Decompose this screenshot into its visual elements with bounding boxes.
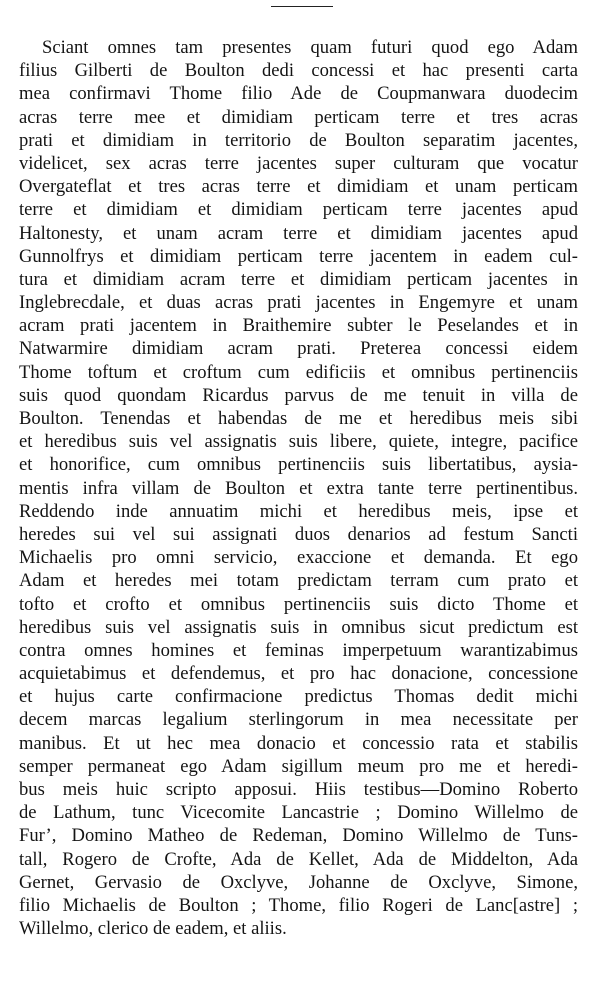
text-line: Boulton. Tenendas et habendas de me et heredibus meis sibi <box>19 408 578 429</box>
text-line: acquietabimus et defendemus, et pro hac donacione, concessione <box>19 663 578 685</box>
text-line: semper permaneat ego Adam sigillum meum pro me et heredi- <box>19 755 578 777</box>
text-line: Haltonesty, et unam acram terre et dimidiam jacentes apud <box>19 222 578 244</box>
text-line: filio Michaelis de Boulton ; Thome, filio Rogeri de Lanc[astre] ; <box>19 894 578 916</box>
text-line: tofto et crofto et omnibus pertinenciis suis dicto Thome et <box>19 593 578 615</box>
text-line: acram prati jacentem in Braithemire subter le Peselandes et in <box>19 315 578 337</box>
text-line: et honorifice, cum omnibus pertinenciis suis libertatibus, aysia- <box>19 454 578 476</box>
text-line: filius Gilberti de Boulton dedi concessi et hac presenti carta <box>19 60 578 82</box>
text-line: manibus. Et ut hec mea donacio et concessio rata et stabilis <box>19 732 578 754</box>
text-line: tura et dimidiam acram terre et dimidiam perticam jacentes in <box>19 268 578 290</box>
text-line: Fur’, Domino Matheo de Redeman, Domino Willelmo de Tuns- <box>19 825 578 847</box>
text-line: tall, Rogero de Crofte, Ada de Kellet, Ada de Middelton, Ada <box>19 848 578 870</box>
text-line: suis quod quondam Ricardus parvus de me tenuit in villa de <box>19 384 578 406</box>
text-line: Willelmo, clerico de eadem, et aliis. <box>19 918 287 940</box>
text-line: Adam et heredes mei totam predictam terram cum prato et <box>19 570 578 592</box>
text-line: heredibus suis vel assignatis suis in omnibus sicut predictum est <box>19 616 578 638</box>
text-line: Overgateflat et tres acras terre et dimidiam et unam perticam <box>19 176 578 198</box>
text-line: terre et dimidiam et dimidiam perticam terre jacentes apud <box>19 199 578 221</box>
text-line: Sciant omnes tam presentes quam futuri quod ego Adam <box>42 37 578 58</box>
header-rule <box>271 6 333 7</box>
text-line: prati et dimidiam in territorio de Boulton separatim jacentes, <box>19 129 578 151</box>
text-line: videlicet, sex acras terre jacentes super culturam que vocatur <box>19 152 578 174</box>
text-line: et heredibus suis vel assignatis suis libere, quiete, integre, pacifice <box>19 431 578 453</box>
text-line: mea confirmavi Thome filio Ade de Coupmanwara duodecim <box>19 83 578 105</box>
text-line: Michaelis pro omni servicio, exaccione et demanda. Et ego <box>19 547 578 569</box>
text-line: bus meis huic scripto apposui. Hiis testibus—Domino Roberto <box>19 779 578 800</box>
charter-text <box>19 36 578 940</box>
text-line: acras terre mee et dimidiam perticam terre et tres acras <box>19 106 578 128</box>
text-line: de Lathum, tunc Vicecomite Lancastrie ; Domino Willelmo de <box>19 802 578 824</box>
text-line: Gernet, Gervasio de Oxclyve, Johanne de Oxclyve, Simone, <box>19 871 578 893</box>
text-line: Thome toftum et croftum cum edificiis et omnibus pertinenciis <box>19 361 578 383</box>
text-line: Inglebrecdale, et duas acras prati jacentes in Engemyre et unam <box>19 292 578 314</box>
text-line: heredes sui vel sui assignati duos denarios ad festum Sancti <box>19 523 578 545</box>
text-line: Gunnolfrys et dimidiam perticam terre jacentem in eadem cul- <box>19 245 578 267</box>
text-line: contra omnes homines et feminas imperpetuum warantizabimus <box>19 639 578 661</box>
text-line: Reddendo inde annuatim michi et heredibus meis, ipse et <box>19 500 578 522</box>
text-line: et hujus carte confirmacione predictus Thomas dedit michi <box>19 686 578 708</box>
text-line: Natwarmire dimidiam acram prati. Preterea concessi eidem <box>19 338 578 360</box>
text-line: mentis infra villam de Boulton et extra tante terre pertinentibus. <box>19 477 578 499</box>
text-line: decem marcas legalium sterlingorum in mea necessitate per <box>19 709 578 731</box>
